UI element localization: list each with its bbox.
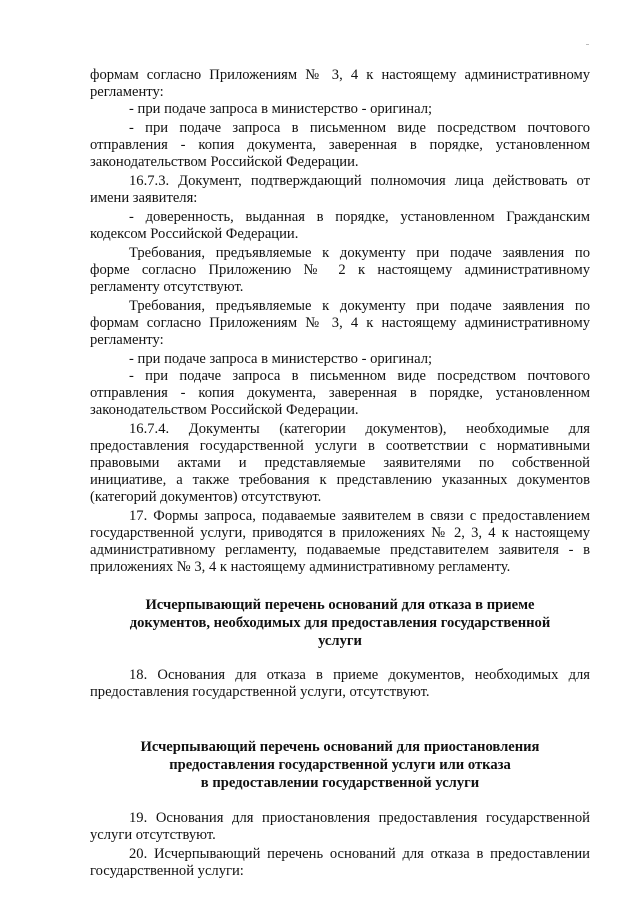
list-item: - при подаче запроса в министерство - оригинал; — [129, 101, 433, 117]
section-heading: предоставления государственной услуги или отказа — [169, 757, 511, 773]
text-line: законодательством Российской Федерации. — [90, 402, 359, 418]
section-heading: услуги — [318, 633, 362, 649]
list-item: - при подаче запроса в письменном виде посредством почтового — [129, 120, 590, 136]
text-line: регламенту отсутствуют. — [90, 279, 244, 295]
paragraph-start: 19. Основания для приостановления предоставления государственной — [129, 810, 590, 826]
text-line: инициативе, а также требования к представлению указанных документов — [90, 472, 590, 488]
paragraph-start: 20. Исчерпывающий перечень оснований для отказа в предоставлении — [129, 846, 590, 862]
scan-mark — [586, 44, 589, 45]
text-line: приложениях № 3, 4 к настоящему административному регламенту. — [90, 559, 511, 575]
text-line: кодексом Российской Федерации. — [90, 226, 299, 242]
section-heading: Исчерпывающий перечень оснований для приостановления — [140, 739, 540, 755]
section-heading: Исчерпывающий перечень оснований для отказа в приеме — [145, 597, 535, 613]
list-item: - при подаче запроса в письменном виде посредством почтового — [129, 368, 590, 384]
text-line: административному регламенту, подаваемые представителем заявителя - в — [90, 542, 590, 558]
text-line: форме согласно Приложению № 2 к настоящему административному — [90, 262, 590, 278]
text-line: отправления - копия документа, заверенная в порядке, установленном — [90, 385, 590, 401]
text-line: (категорий документов) отсутствуют. — [90, 489, 322, 505]
text-line: законодательством Российской Федерации. — [90, 154, 359, 170]
text-line: формам согласно Приложениям № 3, 4 к настоящему административному — [90, 315, 590, 331]
paragraph-start: 16.7.3. Документ, подтверждающий полномочия лица действовать от — [129, 173, 590, 189]
text-line: государственной услуги: — [90, 863, 244, 879]
list-item: - доверенность, выданная в порядке, установленном Гражданским — [129, 209, 590, 225]
paragraph-start: 16.7.4. Документы (категории документов), необходимые для — [129, 421, 590, 437]
section-heading: в предоставлении государственной услуги — [200, 775, 480, 791]
section-heading: документов, необходимых для предоставления государственной — [129, 615, 551, 631]
text-line: предоставления государственной услуги в соответствии с нормативными — [90, 438, 590, 454]
paragraph-start: Требования, предъявляемые к документу при подаче заявления по — [129, 245, 590, 261]
text-line: регламенту: — [90, 332, 164, 348]
text-line: имени заявителя: — [90, 190, 198, 206]
text-line: государственной услуги, приводятся в приложениях № 2, 3, 4 к настоящему — [90, 525, 590, 541]
paragraph-start: 17. Формы запроса, подаваемые заявителем в связи с предоставлением — [129, 508, 590, 524]
text-line: предоставления государственной услуги, отсутствуют. — [90, 684, 430, 700]
text-line: регламенту: — [90, 84, 164, 100]
text-line: формам согласно Приложениям № 3, 4 к настоящему административному — [90, 67, 590, 83]
list-item: - при подаче запроса в министерство - оригинал; — [129, 351, 433, 367]
paragraph-start: Требования, предъявляемые к документу при подаче заявления по — [129, 298, 590, 314]
paragraph-start: 18. Основания для отказа в приеме документов, необходимых для — [129, 667, 590, 683]
text-line: правовыми актами и представляемые заявителями по собственной — [90, 455, 590, 471]
text-line: отправления - копия документа, заверенная в порядке, установленном — [90, 137, 590, 153]
text-line: услуги отсутствуют. — [90, 827, 216, 843]
